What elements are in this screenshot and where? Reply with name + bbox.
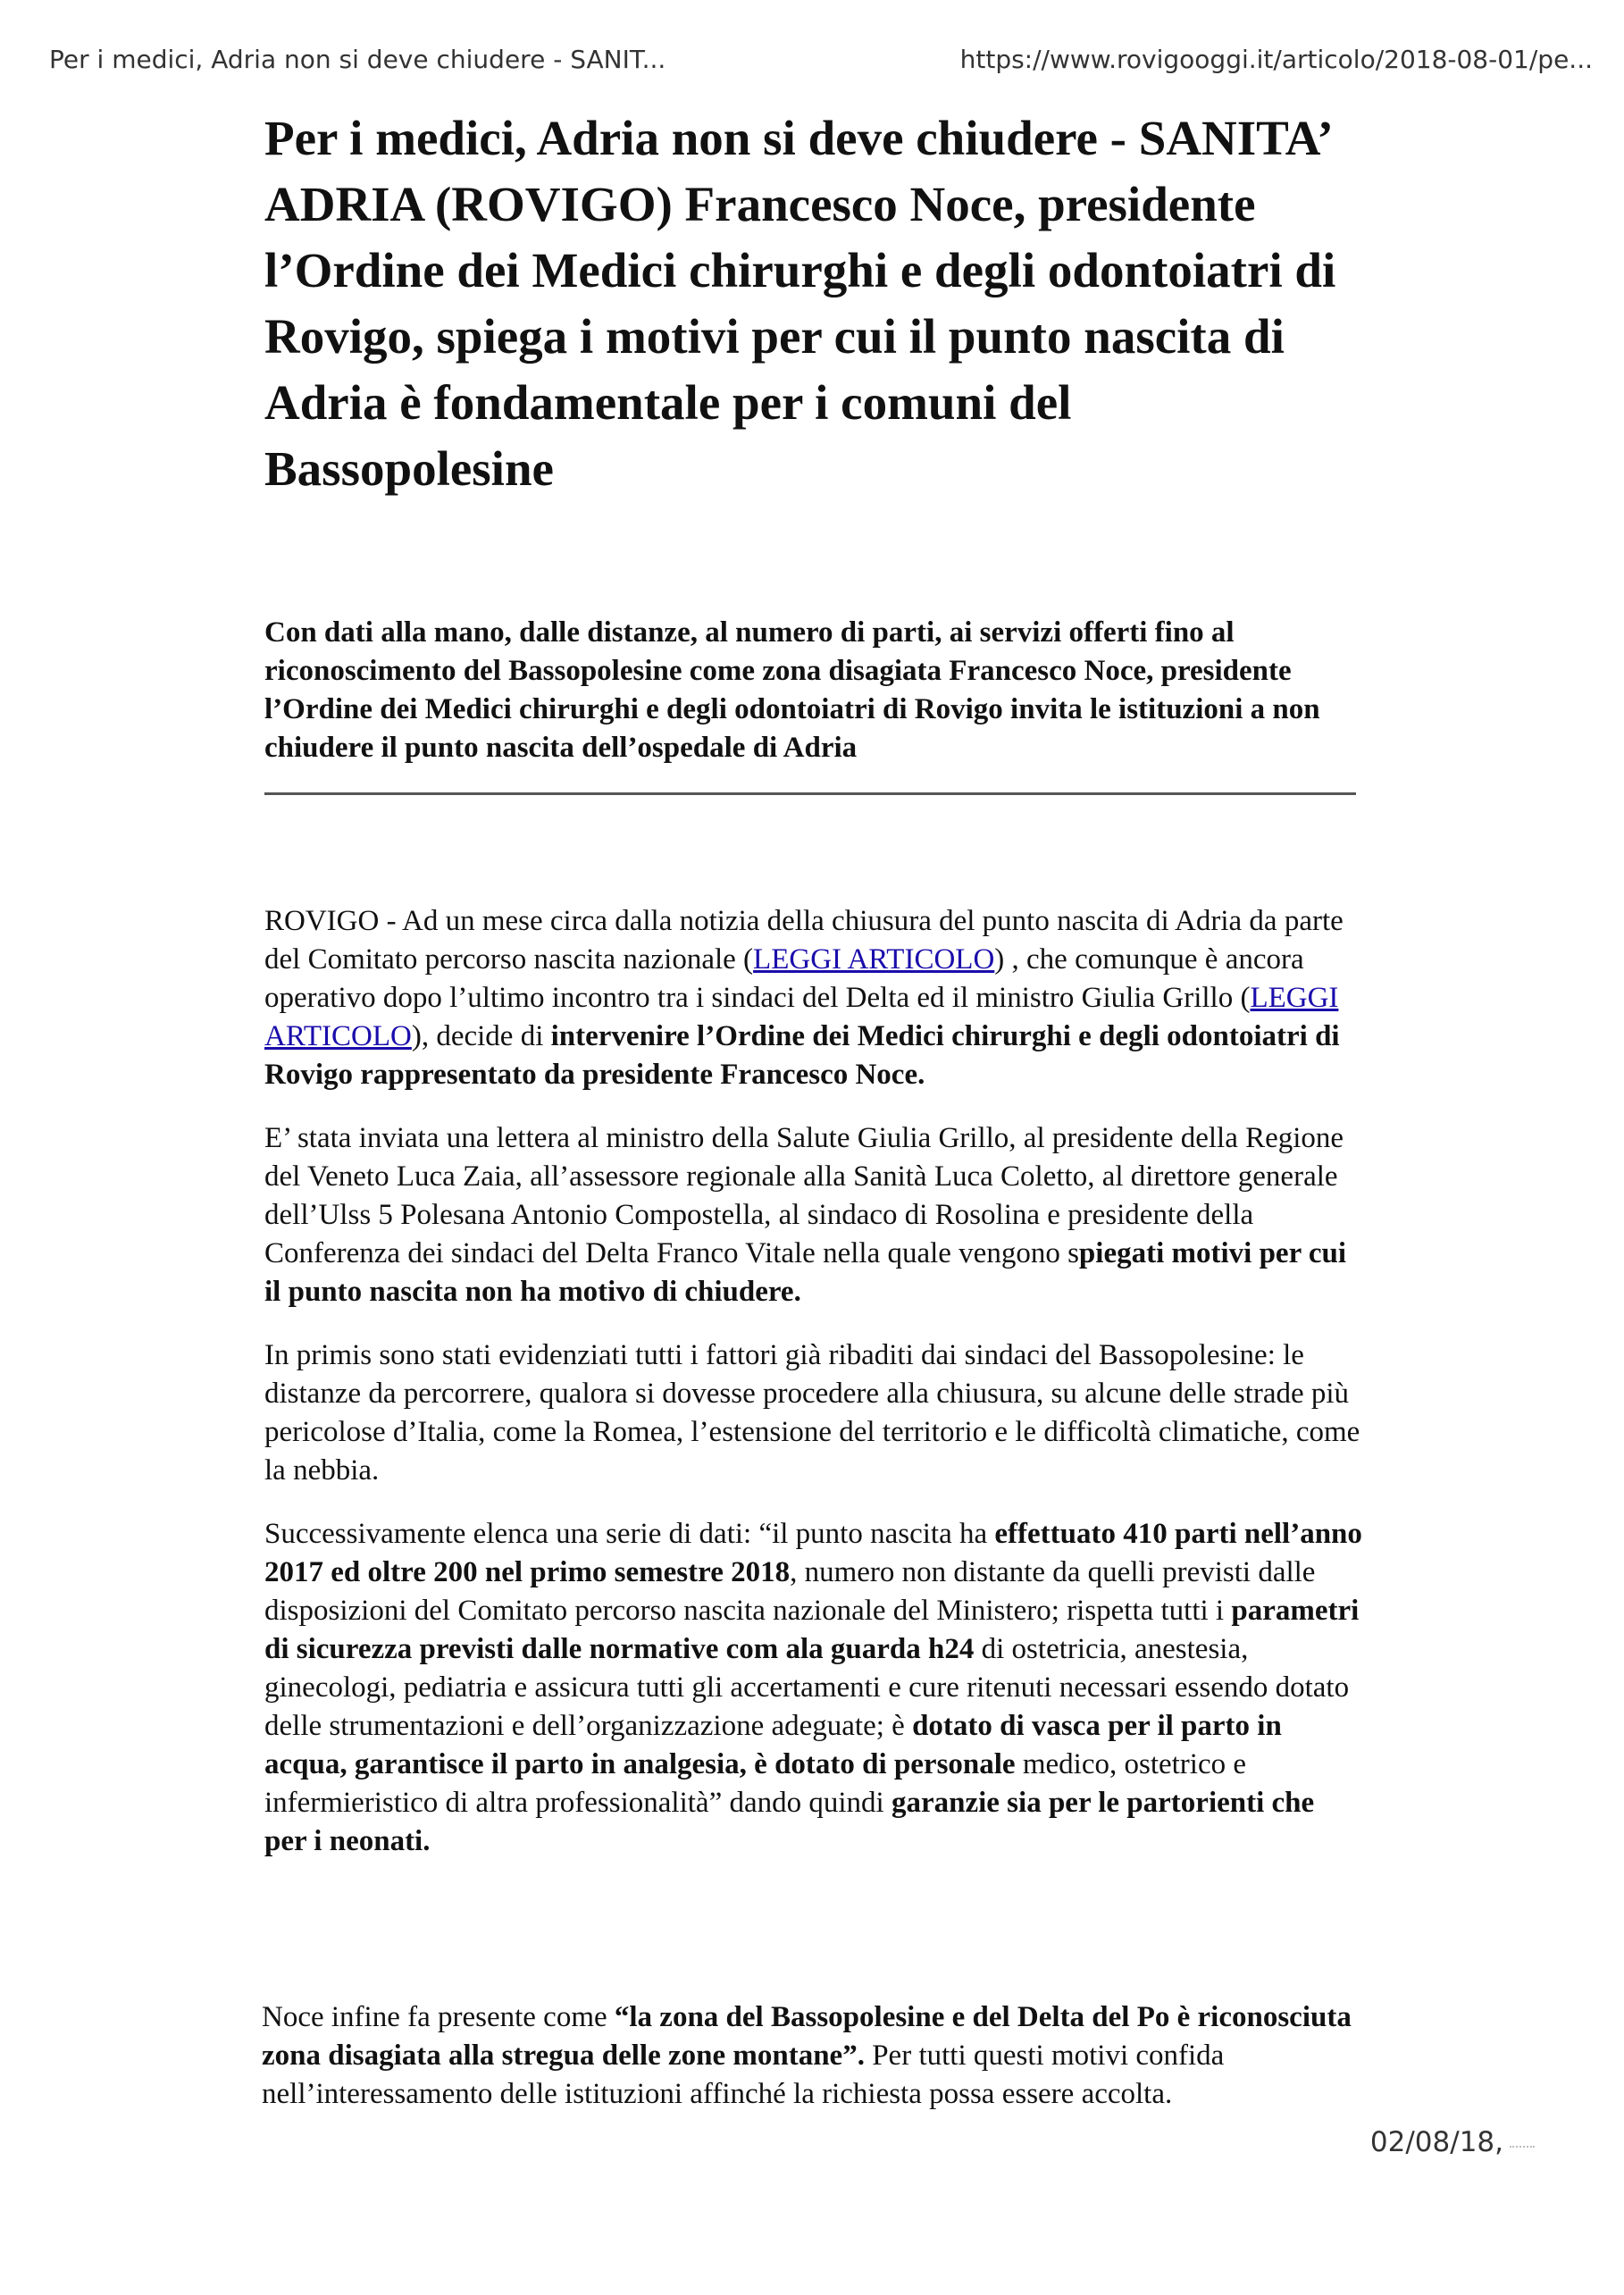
article-headline: Per i medici, Adria non si deve chiudere - SANITA’ ADRIA (ROVIGO) Francesco Noce, presidente l’Ordine dei Medici chirurghi e degli odontoiatri di Rovigo, spiega i motivi per cui il punto nascita di Adria è fondamentale per i comuni del Bassopolesine xyxy=(264,111,1336,496)
text-span: ), decide di xyxy=(411,1020,551,1052)
paragraph-3: In primis sono stati evidenziati tutti i fattori già ribaditi dai sindaci del Bassopolesine: le distanze da percorrere, qualora si dovesse procedere alla chiusura, su alcune delle strade più pericolose d’Italia, come la Romea, l’estensione del territorio e le difficoltà climatiche, come la nebbia. xyxy=(264,1339,1360,1487)
text-span: Noce infine fa presente come xyxy=(262,2001,615,2033)
text-span: di ostetricia, anestesia, ginecologi, pediatria e assicura tutti gli accertamenti e cure ritenuti necessari essendo dotato delle strumentazioni e dell’organizzazione adeguate; è xyxy=(264,1633,1350,1742)
page-number-mark xyxy=(1510,2130,1535,2148)
text-span: , numero non distante da quelli previsti dalle disposizioni del Comitato percorso nascita nazionale del Ministero; rispetta tutti i xyxy=(264,1556,1316,1627)
bold-text: effettuato 410 parti nell’anno 2017 ed oltre 200 nel primo semestre 2018 xyxy=(264,1518,1362,1588)
paragraph-2 xyxy=(264,1119,1363,1311)
article-subhead: Con dati alla mano, dalle distanze, al numero di parti, ai servizi offerti fino al riconoscimento del Bassopolesine come zona disagiata Francesco Noce, presidente l’Ordine dei Medici chirurghi e degli odontoiatri di Rovigo invita le istituzioni a non chiudere il punto nascita dell’ospedale di Adria xyxy=(264,616,1320,764)
bold-text: intervenire l’Ordine dei Medici chirurghi e degli odontoiatri di Rovigo rappresentato da presidente Francesco Noce. xyxy=(264,1020,1340,1091)
text-span: medico, ostetrico e infermieristico di altra professionalità” dando quindi xyxy=(264,1748,1247,1819)
print-page-url[interactable]: https://www.rovigooggi.it/articolo/2018-08-01/pe... xyxy=(959,45,1593,74)
read-article-link[interactable]: LEGGI ARTICOLO xyxy=(264,982,1339,1052)
print-page-title: Per i medici, Adria non si deve chiudere - SANIT... xyxy=(49,45,666,74)
text-span: Successivamente elenca una serie di dati: “il punto nascita ha xyxy=(264,1518,995,1550)
text-span: ) , che comunque è ancora operativo dopo l’ultimo incontro tra i sindaci del Delta ed il ministro Giulia Grillo ( xyxy=(264,943,1304,1014)
bold-text: dotato di vasca per il parto in acqua, garantisce il parto in analgesia, è dotato di personale xyxy=(264,1710,1282,1780)
article xyxy=(264,105,1363,1886)
article-body xyxy=(264,902,1363,1861)
print-header xyxy=(49,45,1593,80)
paragraph-5 xyxy=(262,1998,1369,2114)
paragraph-1 xyxy=(264,902,1363,1094)
paragraph-4 xyxy=(264,1515,1363,1861)
read-article-link[interactable]: LEGGI ARTICOLO xyxy=(753,943,995,976)
text-span: E’ stata inviata una lettera al ministro della Salute Giulia Grillo, al presidente della Regione del Veneto Luca Zaia, all’assessore regionale alla Sanità Luca Coletto, al direttore generale dell’Ulss 5 Polesana Antonio Compostella, al sindaco di Rosolina e presidente della Conferenza dei sindaci del Delta Franco Vitale nella quale vengono s xyxy=(264,1122,1344,1269)
print-date: 02/08/18, xyxy=(1369,2126,1503,2158)
text-span: ROVIGO - Ad un mese circa dalla notizia della chiusura del punto nascita di Adria da parte del Comitato percorso nascita nazionale ( xyxy=(264,905,1344,976)
bold-text: piegati motivi per cui il punto nascita non ha motivo di chiudere. xyxy=(264,1237,1347,1308)
bold-text: “la zona del Bassopolesine e del Delta del Po è riconosciuta zona disagiata alla stregua delle zone montane”. xyxy=(262,2001,1352,2072)
bold-text: parametri di sicurezza previsti dalle normative com ala guarda h24 xyxy=(264,1595,1360,1665)
divider xyxy=(264,792,1356,795)
bold-text: garanzie sia per le partorienti che per i neonati. xyxy=(264,1787,1315,1857)
text-span: Per tutti questi motivi confida nell’interessamento delle istituzioni affinché la richiesta possa essere accolta. xyxy=(262,2040,1225,2110)
